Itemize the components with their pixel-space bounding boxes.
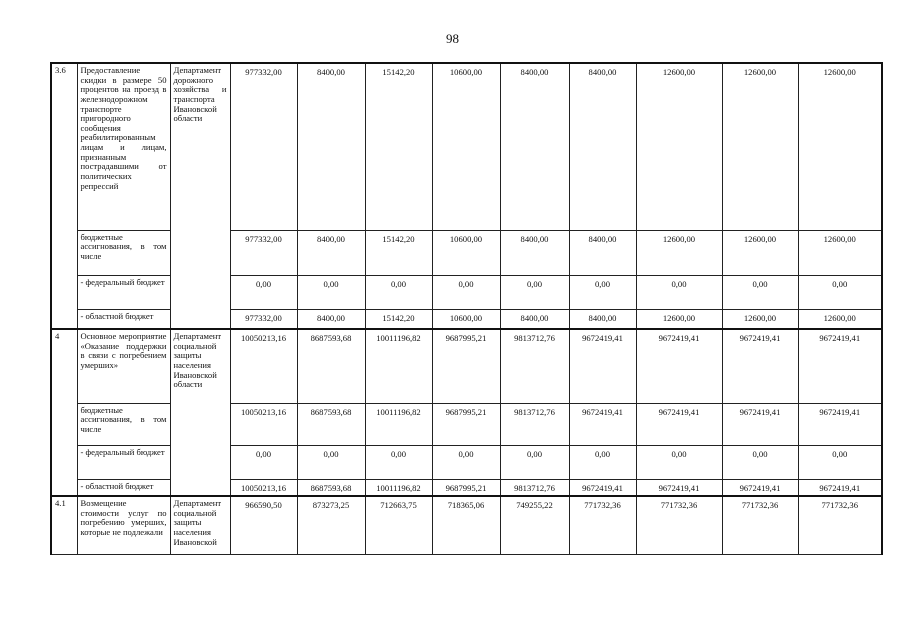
executor-cell: Департамент социальной защиты населения Ивановской — [170, 496, 230, 554]
row-index: 4 — [51, 329, 77, 496]
value-cell: 0,00 — [798, 445, 882, 479]
table-row — [51, 496, 882, 554]
value-cell: 9672419,41 — [636, 479, 722, 496]
value-cell: 10050213,16 — [230, 329, 297, 403]
value-cell: 9672419,41 — [636, 403, 722, 445]
value-cell: 9672419,41 — [798, 479, 882, 496]
value-cell: 8400,00 — [297, 230, 365, 275]
value-cell: 8400,00 — [297, 309, 365, 329]
value-cell: 0,00 — [230, 275, 297, 309]
value-cell: 0,00 — [636, 445, 722, 479]
funding-label: бюджетные ассигнования, в том числе — [77, 230, 170, 275]
value-cell: 977332,00 — [230, 230, 297, 275]
value-cell: 977332,00 — [230, 63, 297, 230]
value-cell: 9672419,41 — [569, 329, 636, 403]
value-cell: 10050213,16 — [230, 403, 297, 445]
table-row — [51, 329, 882, 403]
value-cell: 12600,00 — [722, 230, 798, 275]
value-cell: 9672419,41 — [569, 403, 636, 445]
value-cell: 8400,00 — [500, 230, 569, 275]
value-cell: 10600,00 — [432, 230, 500, 275]
value-cell: 771732,36 — [798, 496, 882, 554]
funding-label: - федеральный бюджет — [77, 275, 170, 309]
value-cell: 9687995,21 — [432, 479, 500, 496]
value-cell: 8400,00 — [569, 309, 636, 329]
value-cell: 8400,00 — [297, 63, 365, 230]
value-cell: 8400,00 — [569, 63, 636, 230]
value-cell: 0,00 — [500, 445, 569, 479]
measure-name: Основное мероприятие «Оказание поддержки в связи с погребением умерших» — [77, 329, 170, 403]
measure-name: Возмещение стоимости услуг по погребению умерших, которые не подлежали — [77, 496, 170, 554]
value-cell: 749255,22 — [500, 496, 569, 554]
budget-table — [50, 62, 883, 555]
value-cell: 10011196,82 — [365, 479, 432, 496]
measure-name: Предоставление скидки в размере 50 процентов на проезд в железнодорожном транспорте пригородного сообщения реабилитированным лицам и лицам, признанным пострадавшими от политических репрессий — [77, 63, 170, 230]
value-cell: 12600,00 — [636, 63, 722, 230]
value-cell: 0,00 — [798, 275, 882, 309]
value-cell: 0,00 — [636, 275, 722, 309]
value-cell: 718365,06 — [432, 496, 500, 554]
page-number: 98 — [446, 31, 459, 46]
value-cell: 0,00 — [569, 275, 636, 309]
value-cell: 12600,00 — [798, 309, 882, 329]
value-cell: 0,00 — [297, 275, 365, 309]
value-cell: 8400,00 — [500, 63, 569, 230]
value-cell: 873273,25 — [297, 496, 365, 554]
value-cell: 9687995,21 — [432, 329, 500, 403]
value-cell: 9672419,41 — [636, 329, 722, 403]
value-cell: 0,00 — [432, 445, 500, 479]
value-cell: 15142,20 — [365, 309, 432, 329]
value-cell: 10600,00 — [432, 63, 500, 230]
value-cell: 8400,00 — [500, 309, 569, 329]
table-row — [51, 63, 882, 230]
value-cell: 771732,36 — [722, 496, 798, 554]
value-cell: 15142,20 — [365, 63, 432, 230]
value-cell: 12600,00 — [722, 63, 798, 230]
value-cell: 0,00 — [365, 445, 432, 479]
value-cell: 0,00 — [722, 275, 798, 309]
value-cell: 8400,00 — [569, 230, 636, 275]
value-cell: 9672419,41 — [722, 403, 798, 445]
value-cell: 8687593,68 — [297, 479, 365, 496]
value-cell: 771732,36 — [636, 496, 722, 554]
value-cell: 12600,00 — [798, 230, 882, 275]
value-cell: 10600,00 — [432, 309, 500, 329]
value-cell: 12600,00 — [636, 309, 722, 329]
value-cell: 10011196,82 — [365, 403, 432, 445]
value-cell: 0,00 — [722, 445, 798, 479]
funding-label: - федеральный бюджет — [77, 445, 170, 479]
value-cell: 0,00 — [569, 445, 636, 479]
value-cell: 0,00 — [365, 275, 432, 309]
value-cell: 15142,20 — [365, 230, 432, 275]
value-cell: 712663,75 — [365, 496, 432, 554]
executor-cell: Департамент дорожного хозяйства и транспорта Ивановской области — [170, 63, 230, 329]
value-cell: 9687995,21 — [432, 403, 500, 445]
row-index: 4.1 — [51, 496, 77, 554]
value-cell: 9672419,41 — [722, 329, 798, 403]
value-cell: 9672419,41 — [798, 329, 882, 403]
value-cell: 8687593,68 — [297, 403, 365, 445]
funding-label: - областной бюджет — [77, 479, 170, 496]
value-cell: 977332,00 — [230, 309, 297, 329]
value-cell: 8687593,68 — [297, 329, 365, 403]
value-cell: 12600,00 — [798, 63, 882, 230]
value-cell: 0,00 — [230, 445, 297, 479]
value-cell: 9813712,76 — [500, 329, 569, 403]
value-cell: 9813712,76 — [500, 403, 569, 445]
value-cell: 0,00 — [500, 275, 569, 309]
funding-label: - областной бюджет — [77, 309, 170, 329]
executor-cell: Департамент социальной защиты населения Ивановской области — [170, 329, 230, 496]
value-cell: 966590,50 — [230, 496, 297, 554]
funding-label: бюджетные ассигнования, в том числе — [77, 403, 170, 445]
value-cell: 0,00 — [432, 275, 500, 309]
value-cell: 10050213,16 — [230, 479, 297, 496]
value-cell: 10011196,82 — [365, 329, 432, 403]
value-cell: 771732,36 — [569, 496, 636, 554]
value-cell: 9672419,41 — [569, 479, 636, 496]
row-index: 3.6 — [51, 63, 77, 329]
value-cell: 9813712,76 — [500, 479, 569, 496]
value-cell: 9672419,41 — [722, 479, 798, 496]
value-cell: 12600,00 — [636, 230, 722, 275]
value-cell: 0,00 — [297, 445, 365, 479]
value-cell: 9672419,41 — [798, 403, 882, 445]
value-cell: 12600,00 — [722, 309, 798, 329]
